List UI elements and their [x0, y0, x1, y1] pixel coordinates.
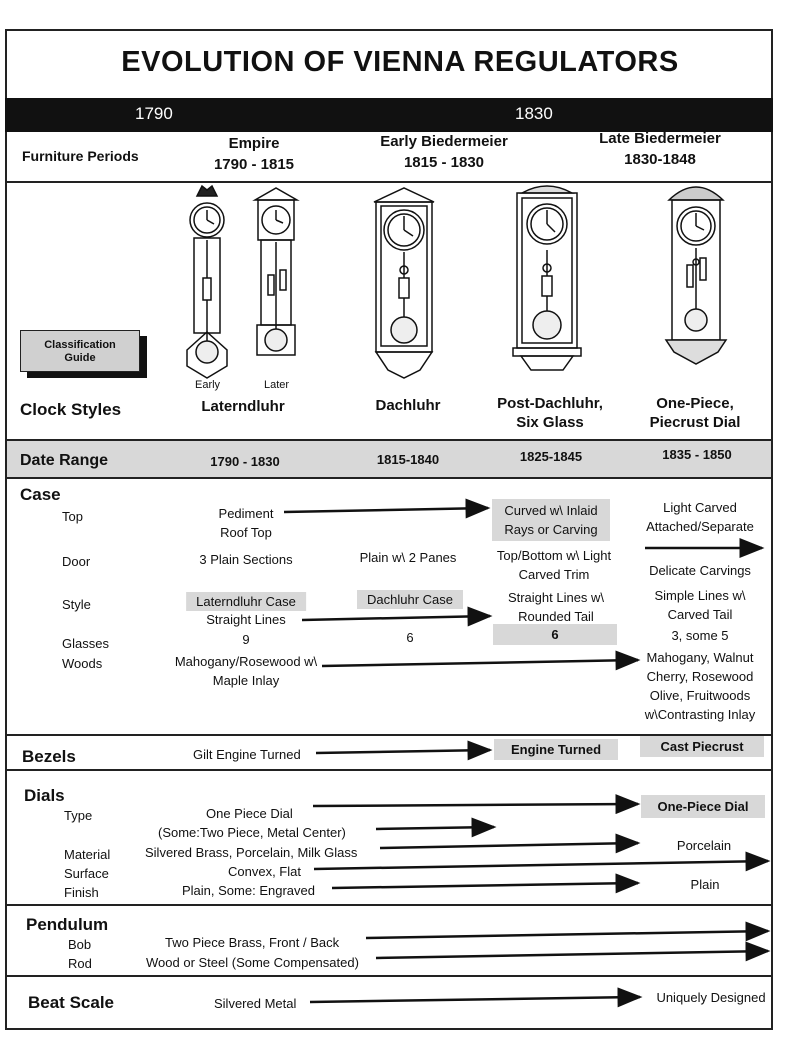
style-laterndluhr: Laterndluhr [201, 398, 285, 415]
period-late-years: 1830-1848 [624, 151, 696, 168]
beat-scale-a: Silvered Metal [214, 996, 297, 1011]
case-door-a: 3 Plain Sections [199, 552, 293, 567]
case-glasses-a: 9 [242, 632, 250, 647]
arrow-dials-type [313, 804, 638, 806]
dials-material-label: Material [64, 847, 111, 862]
pendulum-heading: Pendulum [26, 915, 109, 934]
case-heading: Case [20, 485, 61, 504]
classification-guide-badge: Classification Guide [20, 330, 140, 372]
pendulum-rod-label: Rod [68, 956, 92, 971]
case-style-a2: Straight Lines [206, 612, 286, 627]
case-top-c: Light Carved Attached/Separate [646, 500, 754, 534]
early-label: Early [195, 379, 221, 391]
case-door-b: Plain w\ 2 Panes [359, 550, 457, 565]
date-range-laterndluhr: 1790 - 1830 [210, 454, 280, 469]
case-door-c: Top/Bottom w\ Light Carved Trim [496, 548, 612, 582]
dials-type-label: Type [64, 808, 93, 823]
arrow-dials-two-piece [376, 827, 494, 829]
case-glasses-c: 6 [493, 624, 617, 645]
case-style-d: Simple Lines w\ Carved Tail [654, 588, 746, 622]
dials-surface-label: Surface [64, 866, 109, 881]
case-style-a: Laterndluhr Case [186, 592, 306, 611]
arrow-bezels [316, 750, 490, 753]
case-woods-a: Mahogany/Rosewood w\ Maple Inlay [174, 654, 318, 688]
date-range-dachluhr: 1815-1840 [376, 452, 440, 467]
arrow-case-top [284, 508, 488, 512]
case-top-a: Pediment Roof Top [218, 506, 274, 540]
period-empire: Empire [228, 135, 280, 152]
date-range-label: Date Range [20, 452, 109, 469]
style-one-piece: One-Piece, Piecrust Dial [649, 395, 741, 431]
arrow-pendulum-bob [366, 931, 768, 938]
date-range-post-dachluhr: 1825-1845 [519, 449, 583, 464]
arrow-dials-surface [314, 861, 768, 869]
beat-scale-heading: Beat Scale [28, 993, 114, 1012]
bezels-heading: Bezels [22, 747, 76, 766]
pendulum-bob: Two Piece Brass, Front / Back [165, 935, 340, 950]
timeline-mid: 1830 [515, 104, 553, 123]
case-style-label: Style [62, 597, 91, 612]
dials-surface-a: Convex, Flat [228, 864, 301, 879]
page-title: EVOLUTION OF VIENNA REGULATORS [121, 46, 679, 78]
arrow-dials-finish [332, 883, 638, 888]
date-range-one-piece: 1835 - 1850 [662, 447, 732, 462]
dials-material-d: Porcelain [676, 838, 732, 853]
dials-type-a2: (Some:Two Piece, Metal Center) [158, 825, 346, 840]
bezels-b: Engine Turned [494, 739, 618, 760]
pendulum-bob-label: Bob [68, 937, 92, 952]
dials-type-d: One-Piece Dial [641, 795, 765, 818]
timeline-start: 1790 [135, 104, 173, 123]
case-door-label: Door [62, 554, 91, 569]
bezels-c: Cast Piecrust [640, 736, 764, 757]
case-glasses-d: 3, some 5 [671, 628, 729, 643]
furniture-periods-label: Furniture Periods [22, 148, 139, 164]
case-door-d: Delicate Carvings [649, 563, 751, 578]
case-style-c: Straight Lines w\ Rounded Tail [507, 590, 605, 624]
case-top-b: Curved w\ Inlaid Rays or Carving [492, 499, 610, 541]
dials-finish-label: Finish [64, 885, 99, 900]
dials-finish-d: Plain [690, 877, 720, 892]
dials-type-a: One Piece Dial [206, 806, 293, 821]
arrow-pendulum-rod [376, 951, 768, 958]
case-glasses-b: 6 [406, 630, 414, 645]
dials-finish-a: Plain, Some: Engraved [182, 883, 315, 898]
later-label: Later [264, 379, 290, 391]
pendulum-rod: Wood or Steel (Some Compensated) [146, 955, 359, 970]
case-style-b: Dachluhr Case [357, 590, 463, 609]
case-woods-label: Woods [62, 656, 103, 671]
period-late-biedermeier: Late Biedermeier [599, 130, 721, 147]
beat-scale-d: Uniquely Designed [656, 990, 766, 1005]
arrow-beat-scale [310, 997, 640, 1002]
period-early-biedermeier: Early Biedermeier [380, 133, 508, 150]
style-post-dachluhr: Post-Dachluhr, Six Glass [497, 395, 603, 431]
case-woods-d: Mahogany, Walnut Cherry, Rosewood Olive, Fruitwoods w\Contrasting Inlay [644, 650, 756, 722]
arrow-case-woods [322, 660, 638, 666]
arrow-dials-material [380, 843, 638, 848]
style-dachluhr: Dachluhr [375, 397, 441, 414]
bezels-a: Gilt Engine Turned [193, 747, 301, 762]
clock-styles-label: Clock Styles [20, 400, 122, 419]
dials-material-a: Silvered Brass, Porcelain, Milk Glass [145, 845, 358, 860]
case-glasses-label: Glasses [62, 636, 109, 651]
period-empire-years: 1790 - 1815 [213, 156, 295, 173]
arrow-case-style [302, 616, 490, 620]
case-top-label: Top [62, 509, 83, 524]
dials-heading: Dials [24, 786, 65, 805]
period-early-years: 1815 - 1830 [403, 154, 485, 171]
